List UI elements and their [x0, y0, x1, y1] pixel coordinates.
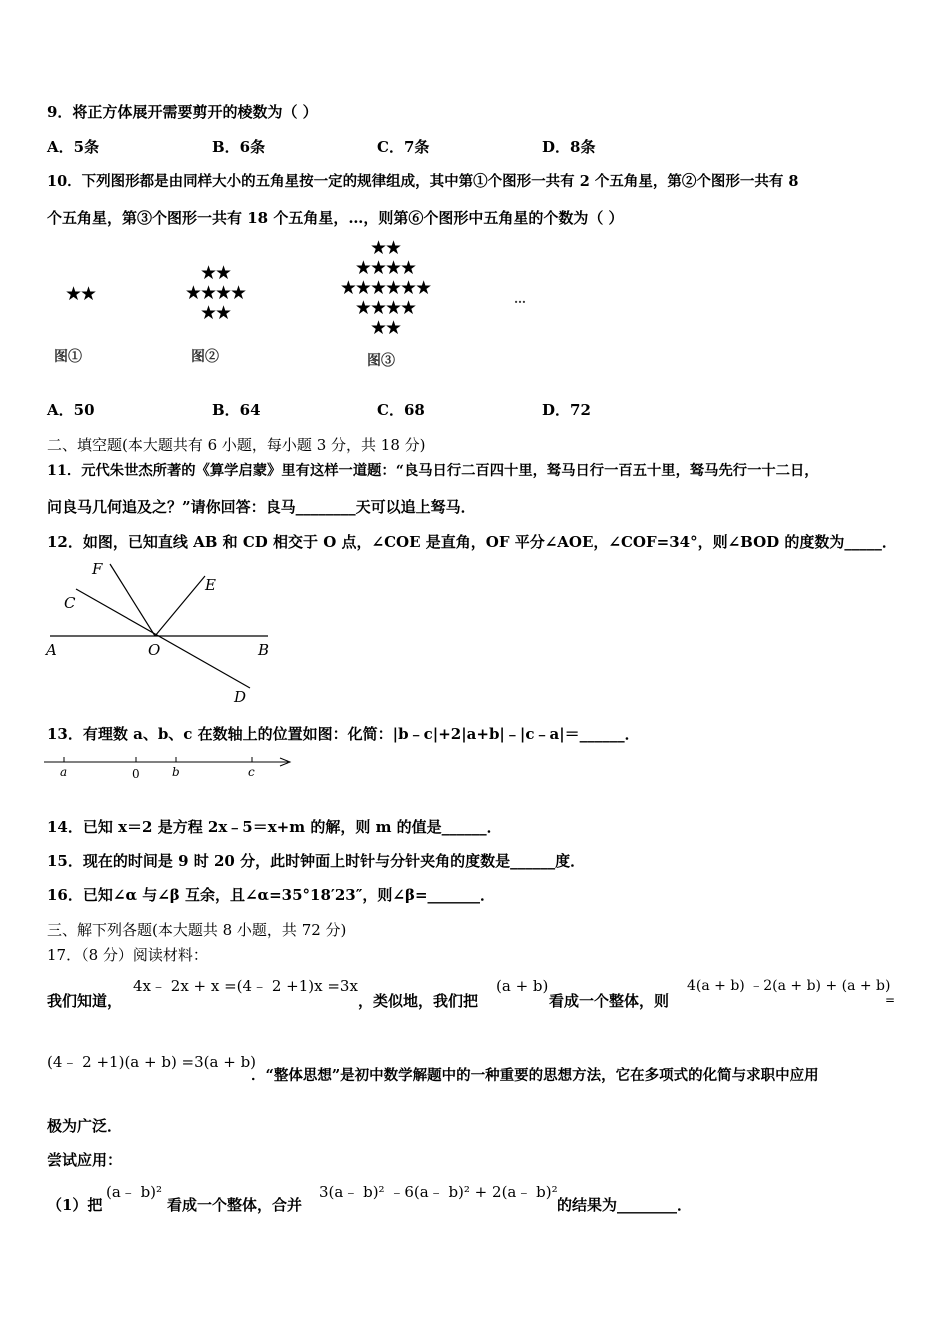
star-icon: ★ [369, 297, 385, 319]
star-row [325, 298, 445, 318]
q13-number-line [40, 750, 300, 786]
q10-stem-line2: 个五角星，第③个图形一共有 18 个五角星，…，则第⑥个图形中五角星的个数为（ ） [47, 209, 624, 227]
star-icon: ★ [64, 283, 80, 305]
star-row [325, 278, 445, 298]
star-icon: ★ [385, 277, 401, 299]
q17-math-1: 4x﹣ 2x + x =(4﹣ 2 +1)x =3x [133, 977, 358, 995]
section-3-title: 三、解下列各题(本大题共 8 小题，共 72 分) [47, 921, 347, 939]
q9-option-c: C．7条 [377, 138, 430, 156]
star-icon: ★ [400, 277, 416, 299]
star-icon: ★ [400, 257, 416, 279]
q11-line2: 问良马几何追及之？”请你回答：良马________天可以追上驽马． [47, 498, 476, 516]
q10-stem-line1: 10．下列图形都是由同样大小的五角星按一定的规律组成，其中第①个图形一共有 2 个五角星，第②个图形一共有 8 [47, 173, 799, 190]
star-icon: ★ [369, 317, 385, 339]
section-2-title: 二、填空题(本大题共有 6 小题，每小题 3 分，共 18 分) [47, 436, 426, 454]
star-row [170, 263, 260, 283]
ray-of [110, 564, 155, 636]
q17-stem: 17．（8 分）阅读材料： [47, 946, 208, 964]
q9-option-a: A．5条 [47, 138, 100, 156]
star-icon: ★ [339, 277, 355, 299]
star-icon: ★ [199, 302, 215, 324]
caption-figure-3: 图③ [367, 353, 395, 369]
q17-text-1: 我们知道， [47, 992, 123, 1010]
q16-stem: 16．已知∠α 与∠β 互余，且∠α=35°18′23″，则∠β=_______． [47, 886, 496, 904]
star-icon: ★ [354, 277, 370, 299]
q17-part1-text-b: 看成一个整体，合并 [167, 1196, 303, 1214]
label-a: A [46, 641, 57, 659]
star-row [325, 238, 445, 258]
q17-math-2: (a + b) [496, 977, 549, 995]
label-o: O [148, 641, 161, 659]
star-figures [40, 236, 560, 376]
star-icon: ★ [354, 297, 370, 319]
star-icon: ★ [385, 237, 401, 259]
star-icon: ★ [369, 237, 385, 259]
star-icon: ★ [385, 257, 401, 279]
star-row [325, 258, 445, 278]
q17-text-4: ．“整体思想”是初中数学解题中的一种重要的思想方法，它在多项式的化简与求职中应用 [251, 1067, 819, 1084]
q11-line1: 11．元代朱世杰所著的《算学启蒙》里有这样一道题：“良马日行二百四十里，驽马日行一百五十里，驽马先行一十二日， [47, 463, 819, 479]
axis-label-a: a [60, 765, 68, 779]
label-f: F [92, 560, 103, 578]
q12-angle-diagram [40, 556, 280, 706]
line-cd [76, 589, 250, 688]
q17-text-3: 看成一个整体，则 [549, 992, 670, 1010]
star-icon: ★ [215, 302, 231, 324]
q17-equals: = [885, 993, 896, 1007]
star-icon: ★ [215, 262, 231, 284]
star-icon: ★ [354, 257, 370, 279]
q14-stem: 14．已知 x＝2 是方程 2x﹣5＝x+m 的解，则 m 的值是______． [47, 818, 502, 836]
star-icon: ★ [369, 257, 385, 279]
label-c: C [64, 594, 76, 612]
star-figure-3 [325, 238, 445, 338]
q9-stem: 9．将正方体展开需要剪开的棱数为（ ） [47, 103, 318, 121]
star-icon: ★ [385, 297, 401, 319]
label-d: D [234, 688, 247, 706]
label-b: B [258, 641, 270, 659]
q17-math-4: (4﹣ 2 +1)(a + b) =3(a + b) [47, 1053, 257, 1071]
figure-ellipsis: … [514, 292, 526, 306]
star-icon: ★ [215, 282, 231, 304]
star-icon: ★ [199, 282, 215, 304]
q17-part1-text-a: （1）把 [47, 1196, 103, 1214]
label-e: E [205, 576, 216, 594]
star-icon: ★ [400, 297, 416, 319]
q17-part1-text-c: 的结果为________． [557, 1196, 693, 1214]
star-icon: ★ [230, 282, 246, 304]
star-figure-1 [50, 284, 110, 304]
q15-stem: 15．现在的时间是 9 时 20 分，此时钟面上时针与分针夹角的度数是______度． [47, 852, 586, 870]
ray-oe [155, 576, 205, 636]
q17-part1-math-2: 3(a﹣ b)² ﹣6(a﹣ b)² + 2(a﹣ b)² [319, 1183, 558, 1201]
star-icon: ★ [415, 277, 431, 299]
q12-stem: 12．如图，已知直线 AB 和 CD 相交于 O 点，∠COE 是直角，OF 平分∠AOE，∠COF=34°，则∠BOD 的度数为_____． [47, 533, 897, 551]
star-icon: ★ [80, 283, 96, 305]
axis-label-c: c [248, 765, 255, 779]
q10-option-c: C．68 [377, 401, 425, 419]
caption-figure-1: 图① [54, 349, 82, 365]
q17-text-6: 尝试应用： [47, 1151, 123, 1169]
star-icon: ★ [199, 262, 215, 284]
star-row [50, 284, 110, 304]
star-icon: ★ [184, 282, 200, 304]
q17-math-3: 4(a + b) ﹣2(a + b) + (a + b) [687, 978, 891, 994]
star-icon: ★ [385, 317, 401, 339]
axis-label-b: b [172, 765, 180, 779]
q9-option-d: D．8条 [542, 138, 596, 156]
star-figure-2 [170, 263, 260, 323]
star-row [170, 303, 260, 323]
q13-stem: 13．有理数 a、b、c 在数轴上的位置如图：化简：|b﹣c|+2|a+b|﹣|c﹣a|＝______． [47, 725, 640, 743]
star-row [325, 318, 445, 338]
q10-option-b: B．64 [212, 401, 261, 419]
caption-figure-2: 图② [191, 349, 219, 365]
q9-option-b: B．6条 [212, 138, 266, 156]
axis-label-0: 0 [132, 767, 140, 781]
star-icon: ★ [369, 277, 385, 299]
q17-text-5: 极为广泛． [47, 1117, 123, 1135]
q17-part1-math-1: (a﹣ b)² [106, 1183, 163, 1201]
q17-text-2: ，类似地，我们把 [358, 992, 479, 1010]
star-row [170, 283, 260, 303]
q10-option-d: D．72 [542, 401, 591, 419]
q10-option-a: A．50 [47, 401, 95, 419]
